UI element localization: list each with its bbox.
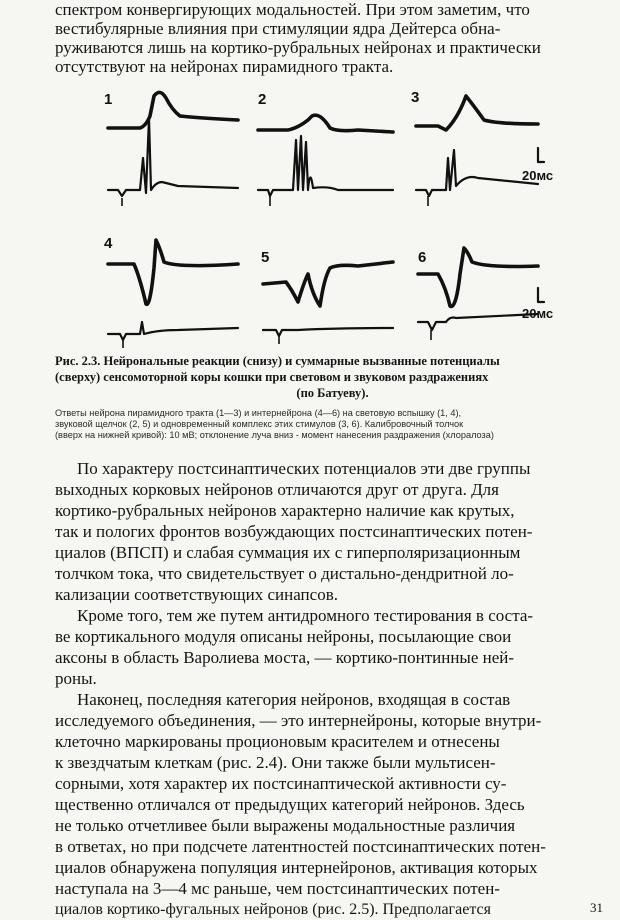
panel-6-lower-trace [418, 314, 538, 330]
panel-2-traces [258, 115, 393, 206]
panel-label-5: 5 [261, 249, 270, 266]
panel-3-upper-trace [416, 96, 538, 130]
body-line: кализации соответствующих синапсов. [55, 585, 338, 604]
panel-3-traces [416, 96, 553, 206]
scale-label: 20мс [522, 306, 554, 321]
panel-2-lower-trace [258, 136, 393, 196]
body-line: По характеру постсинаптических потенциалов эти две группы [77, 459, 531, 478]
panel-6-traces [418, 248, 553, 340]
scale-label: 20мс [522, 168, 554, 183]
body-line: циалов (ВПСП) и слабая суммация их с гиперполяризационным [55, 543, 521, 562]
figure-2-3 [98, 78, 598, 350]
top-text-line: отсутствуют на нейронах пирамидного тракта. [55, 57, 394, 76]
panel-5-lower-trace [263, 328, 393, 336]
panel-5-traces [263, 262, 393, 344]
top-text-line: вестибулярные влияния при стимуляции ядра Дейтерса обна- [55, 19, 501, 38]
panel-4-traces [108, 240, 238, 348]
body-line: Наконец, последняя категория нейронов, входящая в состав [77, 690, 511, 709]
body-line: исследуемого объединения, — это интернейроны, которые внутри- [55, 711, 542, 730]
panel-label-4: 4 [104, 235, 113, 252]
body-line: не только отчетливее были выражены модальностные различия [55, 816, 516, 835]
panel-5-upper-trace [263, 262, 393, 306]
body-line: к звездчатым клеткам (рис. 2.4). Они также были мультисен- [55, 753, 496, 772]
panel-6-upper-trace [418, 248, 538, 306]
panel-4-upper-trace [108, 240, 238, 304]
body-line: ве кортикального модуля описаны нейроны, посылающие свои [55, 627, 512, 646]
panel-4-lower-trace [108, 322, 238, 340]
panel-1-traces [108, 92, 238, 206]
legend-line: Ответы нейрона пирамидного тракта (1—3) и интернейрона (4—6) на световую вспышку (1, 4), [55, 408, 462, 418]
top-text-line: спектром конвергирующих модальностей. При этом заметим, что [55, 0, 530, 19]
panel-label-1: 1 [104, 91, 113, 108]
body-line: сорными, хотя характер их постсинаптической активности су- [55, 774, 507, 793]
body-line: роны. [55, 669, 97, 688]
body-line: щественно отличался от предыдущих категорий нейронов. Здесь [55, 795, 525, 814]
caption-line: (по Батуеву). [296, 386, 369, 400]
body-line: циалов обнаружена популяция интернейронов, активация которых [55, 858, 538, 877]
body-line: кортико-рубральных нейронов характерно наличие как крутых, [55, 501, 515, 520]
page-number: 31 [590, 900, 603, 915]
panel-label-3: 3 [411, 89, 420, 106]
body-line: выходных корковых нейронов отличаются друг от друга. Для [55, 480, 499, 499]
figure-traces [98, 78, 598, 350]
panel-2-upper-trace [258, 115, 393, 132]
body-line: Кроме того, тем же путем антидромного тестирования в соста- [77, 606, 534, 625]
body-line: так и пологих фронтов возбуждающих постсинаптических потен- [55, 522, 533, 541]
top-text-line: руживаются лишь на кортико-рубральных нейронах и практически [55, 38, 541, 57]
body-line: наступала на 3—4 мс раньше, чем постсинаптических потен- [55, 879, 500, 898]
caption-line: Рис. 2.3. Нейрональные реакции (снизу) и суммарные вызванные потенциалы [55, 354, 500, 368]
scale-bar [538, 148, 544, 162]
legend-line: (вверх на нижней кривой): 10 мВ; отклонение луча вниз - момент нанесения раздражения (хлоралоза) [55, 430, 494, 440]
scale-bar [538, 288, 544, 302]
figure-caption [55, 353, 610, 401]
body-line: клеточно маркированы проционовым красителем и отнесены [55, 732, 500, 751]
panel-label-2: 2 [258, 91, 267, 108]
figure-legend [55, 408, 610, 441]
body-line: в ответах, но при подсчете латентностей постсинаптических потен- [55, 837, 546, 856]
legend-line: звуковой щелчок (2, 5) и одновременный комплекс этих стимулов (3, 6). Калибровочный толчок [55, 419, 464, 429]
panel-3-lower-trace [416, 150, 538, 196]
body-line: толчком тока, что свидетельствует о дистально-дендритной ло- [55, 564, 514, 583]
body-line: аксоны в область Варолиева моста, — кортико-понтинные ней- [55, 648, 515, 667]
panel-label-6: 6 [418, 249, 427, 266]
body-line: циалов кортико-фугальных нейронов (рис. 2.5). Предполагается [55, 901, 491, 918]
panel-1-upper-trace [108, 92, 238, 128]
caption-line: (сверху) сенсомоторной коры кошки при световом и звуковом раздражениях [55, 370, 489, 384]
